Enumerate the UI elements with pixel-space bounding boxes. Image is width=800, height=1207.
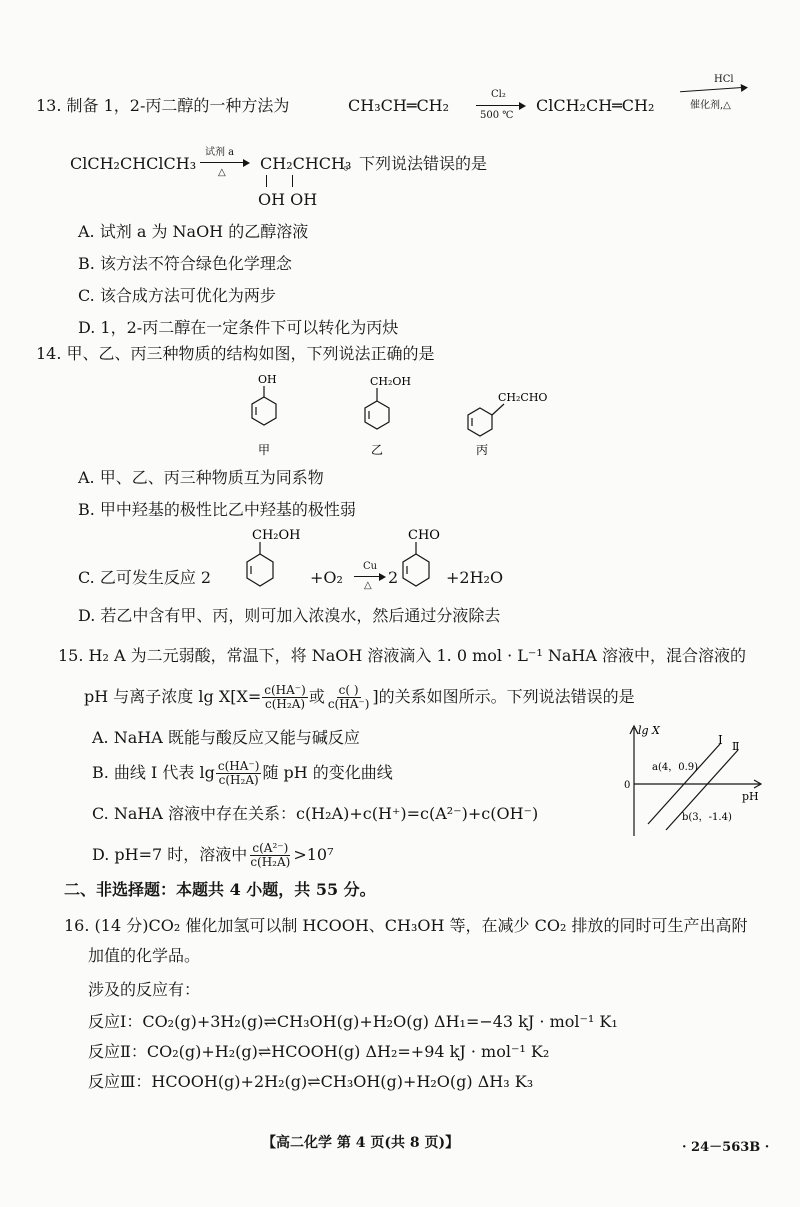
q14-structures <box>250 370 590 460</box>
q13-arrow2 <box>680 87 746 93</box>
q16-reaction-2: 反应Ⅱ：CO₂(g)+H₂(g)⇌HCOOH(g) ΔH₂=+94 kJ · mol⁻¹ K₂ <box>88 1042 550 1061</box>
name-jia: 甲 <box>258 443 271 457</box>
q13-option-a: A. 试剂 a 为 NaOH 的乙醇溶液 <box>78 222 309 241</box>
q13-product-oh-groups: OH OH <box>258 190 318 209</box>
b-frac-den: c(H₂A) <box>218 773 259 787</box>
d-frac-num: c(A²⁻) <box>252 841 289 855</box>
q14-option-c-water: +2H₂O <box>446 568 504 587</box>
q14-option-c-coeff: 2 <box>388 568 399 587</box>
q15-graph <box>618 720 768 840</box>
q15-option-c: C. NaHA 溶液中存在关系：c(H₂A)+c(H⁺)=c(A²⁻)+c(OH⁻) <box>92 804 539 823</box>
q14-option-c-heat: △ <box>364 580 372 591</box>
q13-arrow3-reagent: 试剂 a <box>205 147 235 158</box>
q15-line2 <box>84 680 635 714</box>
point-b-label: b(3，-1.4) <box>682 812 732 823</box>
q13-product-diol: CH₂CHCH₃ <box>260 154 352 173</box>
q14-option-d: D. 若乙中含有甲、丙，则可加入浓溴水，然后通过分液除去 <box>78 606 501 625</box>
q15-or: 或 <box>308 687 325 706</box>
q15-line1: 15. H₂ A 为二元弱酸，常温下，将 NaOH 溶液滴入 1. 0 mol · L⁻¹ NaHA 溶液中，混合溶液的 <box>58 646 746 665</box>
q13-bond-2 <box>292 175 293 187</box>
q15-option-b <box>92 756 393 790</box>
q14-option-c-lead: C. 乙可发生反应 2 <box>78 568 212 587</box>
q16-line2: 加值的化学品。 <box>88 946 201 965</box>
q15-line2-end: ]的关系如图所示。下列说法错误的是 <box>372 687 635 706</box>
q13-option-d: D. 1，2-丙二醇在一定条件下可以转化为丙炔 <box>78 318 399 337</box>
frac2-num: c( ) <box>338 683 359 697</box>
q15-option-d-start: D. pH=7 时，溶液中 <box>92 845 248 864</box>
q15-option-b-start: B. 曲线 Ⅰ 代表 lg <box>92 763 215 782</box>
q13-option-c: C. 该合成方法可优化为两步 <box>78 286 276 305</box>
q13-arrow1 <box>476 105 524 106</box>
section-two-heading: 二、非选择题：本题共 4 小题，共 55 分。 <box>64 880 376 899</box>
q15-line2-start: pH 与离子浓度 lg X[X= <box>84 687 262 706</box>
q15-option-d-fraction <box>248 842 292 869</box>
footer-page-info: 【高二化学 第 4 页(共 8 页)】 <box>262 1135 460 1151</box>
q13-intermediate1: ClCH₂CH═CH₂ <box>536 96 655 115</box>
q14-stem: 14. 甲、乙、丙三种物质的结构如图，下列说法正确的是 <box>36 344 435 363</box>
q14-option-c-arrow <box>354 576 384 577</box>
struct-label-bing: CH₂CHO <box>498 391 548 404</box>
q15-fraction1 <box>262 684 308 711</box>
curve-two-label: Ⅱ <box>732 740 740 753</box>
graph-ylabel: lg X <box>638 724 660 737</box>
struct-label-yi: CH₂OH <box>370 375 412 388</box>
b-frac-num: c(HA⁻) <box>217 759 260 773</box>
c-product-group: CHO <box>408 528 440 543</box>
q13-intermediate2: ClCH₂CHClCH₃ <box>70 154 197 173</box>
q13-option-b: B. 该方法不符合绿色化学理念 <box>78 254 292 273</box>
q14-option-c-catalyst: Cu <box>363 561 378 572</box>
graph-origin: 0 <box>624 780 631 791</box>
q15-fraction2 <box>326 684 372 711</box>
q16-line3: 涉及的反应有： <box>88 980 201 999</box>
q13-arrow2-condition: 催化剂,△ <box>690 100 731 111</box>
name-yi: 乙 <box>371 443 384 457</box>
q16-line1: 16. (14 分)CO₂ 催化加氢可以制 HCOOH、CH₃OH 等，在减少 CO₂ 排放的同时可生产出高附 <box>64 916 748 935</box>
q16-reaction-3: 反应Ⅲ：HCOOH(g)+2H₂(g)⇌CH₃OH(g)+H₂O(g) ΔH₃ K₃ <box>88 1072 534 1091</box>
footer-code: · 24－563B · <box>682 1140 770 1155</box>
q14-option-a: A. 甲、乙、丙三种物质互为同系物 <box>78 468 324 487</box>
q13-arrow3 <box>200 162 248 163</box>
q13-arrow3-condition: △ <box>218 167 226 178</box>
q13-bond-1 <box>266 175 267 187</box>
graph-xlabel: pH <box>742 790 759 803</box>
q13-reactant-propene: CH₃CH═CH₂ <box>348 96 450 115</box>
q15-option-d <box>92 838 334 872</box>
curve-one-label: Ⅰ <box>718 733 723 747</box>
q14-option-b: B. 甲中羟基的极性比乙中羟基的极性弱 <box>78 500 356 519</box>
q13-question: 。下列说法错误的是 <box>343 154 488 173</box>
q16-reaction-1: 反应Ⅰ：CO₂(g)+3H₂(g)⇌CH₃OH(g)+H₂O(g) ΔH₁=−43 kJ · mol⁻¹ K₁ <box>88 1012 618 1031</box>
point-a-label: a(4，0.9) <box>652 762 699 773</box>
frac1-den: c(H₂A) <box>265 697 306 711</box>
q15-option-a: A. NaHA 既能与酸反应又能与碱反应 <box>92 728 360 747</box>
q15-option-b-fraction <box>216 760 262 787</box>
d-frac-den: c(H₂A) <box>250 855 291 869</box>
q14-option-c-oxygen: +O₂ <box>310 568 343 587</box>
q15-option-d-end: >10⁷ <box>293 845 334 864</box>
frac1-num: c(HA⁻) <box>264 683 306 697</box>
frac2-den: c(HA⁻) <box>327 697 370 711</box>
struct-label-jia: OH <box>258 373 277 386</box>
q15-option-b-end: 随 pH 的变化曲线 <box>262 763 393 782</box>
q13-arrow2-reagent: HCl <box>714 74 734 85</box>
c-reactant-group: CH₂OH <box>252 528 301 543</box>
q13-arrow1-reagent: Cl₂ <box>491 89 506 100</box>
q13-lead: 13. 制备 1，2-丙二醇的一种方法为 <box>36 96 290 115</box>
q13-arrow1-condition: 500 ℃ <box>480 110 514 121</box>
name-bing: 丙 <box>476 443 489 457</box>
